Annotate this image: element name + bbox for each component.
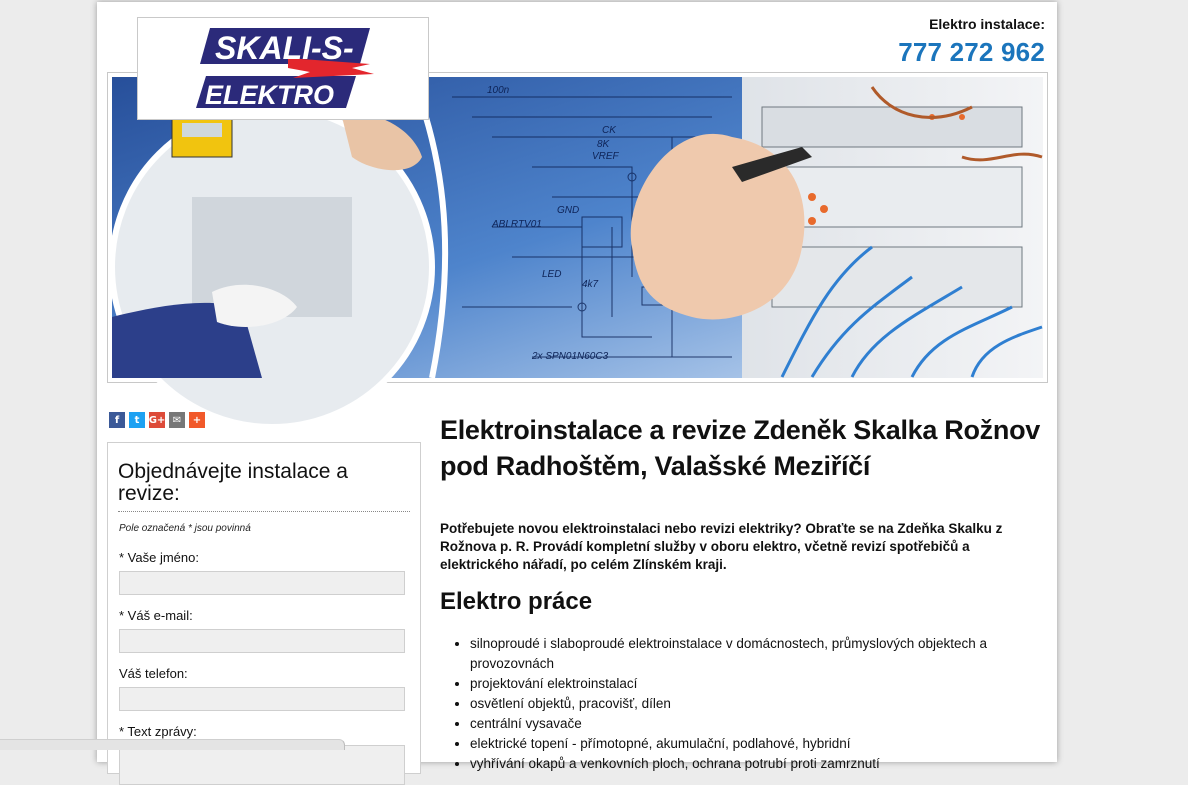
company-logo[interactable] — [137, 17, 429, 120]
logo-graphic — [138, 18, 428, 119]
email-icon[interactable]: ✉ — [169, 412, 185, 428]
facebook-icon[interactable]: f — [109, 412, 125, 428]
blueprint-label: 8K — [597, 139, 610, 150]
logo-text-bottom: ELEKTRO — [205, 80, 335, 110]
blueprint-label: 4k7 — [582, 279, 599, 290]
blueprint-label: 100n — [487, 85, 510, 96]
hero-image — [112, 77, 1043, 378]
list-item: • osvětlení objektů, pracovišť, dílen — [470, 694, 1040, 714]
logo-text-top: SKALI-S- — [215, 30, 354, 66]
email-label: * Váš e-mail: — [119, 608, 193, 623]
form-title: Objednávejte instalace a revize: — [118, 461, 410, 512]
message-field[interactable] — [119, 745, 405, 785]
hero-illustration — [112, 77, 1043, 378]
phone-field-label: Váš telefon: — [119, 666, 188, 681]
blueprint-label: ABLRTV01 — [492, 219, 542, 230]
name-label: * Vaše jméno: — [119, 550, 199, 565]
blueprint-label: CK — [602, 125, 616, 136]
email-field[interactable] — [119, 629, 405, 653]
phone-number[interactable]: 777 272 962 — [898, 37, 1045, 67]
list-item: • vyhřívání okapů a venkovních ploch, ochrana potrubí proti zamrznutí — [470, 754, 1040, 774]
message-label: * Text zprávy: — [119, 724, 197, 739]
phone-label: Elektro instalace: — [929, 16, 1045, 32]
share-more-icon[interactable]: + — [189, 412, 205, 428]
list-item: • silnoproudé i slaboproudé elektroinstalace v domácnostech, průmyslových objektech a provozovnách — [470, 634, 1040, 674]
list-item: • projektování elektroinstalací — [470, 674, 1040, 694]
page-title: Elektroinstalace a revize Zdeněk Skalka Rožnov pod Radhoštěm, Valašské Meziříčí — [440, 415, 1040, 481]
horizontal-scrollbar[interactable] — [0, 739, 345, 750]
services-list — [440, 634, 1040, 774]
blueprint-label: VREF — [592, 151, 619, 162]
section-title: Elektro práce — [440, 588, 593, 615]
share-bar — [109, 412, 205, 428]
intro-text: Potřebujete novou elektroinstalaci nebo revizi elektriky? Obraťte se na Zdeňka Skalku z Rožnova p. R. Provádí kompletní služby v oboru elektro, včetně revizí spotřebičů a elektrického nářadí, po celém Zlínském kraji. — [440, 521, 1003, 572]
blueprint-label: GND — [557, 205, 580, 216]
page-container — [97, 2, 1057, 771]
list-item: • centrální vysavače — [470, 714, 1040, 734]
phone-field[interactable] — [119, 687, 405, 711]
list-item: • elektrické topení - přímotopné, akumulační, podlahové, hybridní — [470, 734, 1040, 754]
google-plus-icon[interactable]: G+ — [149, 412, 165, 428]
blueprint-label: LED — [542, 269, 562, 280]
main-content — [440, 412, 1040, 774]
required-note: Pole označená * jsou povinná — [119, 523, 251, 534]
twitter-icon[interactable]: t — [129, 412, 145, 428]
header-contact — [898, 16, 1045, 68]
order-form — [107, 442, 421, 774]
blueprint-label: 2x SPN01N60C3 — [532, 351, 609, 362]
name-field[interactable] — [119, 571, 405, 595]
